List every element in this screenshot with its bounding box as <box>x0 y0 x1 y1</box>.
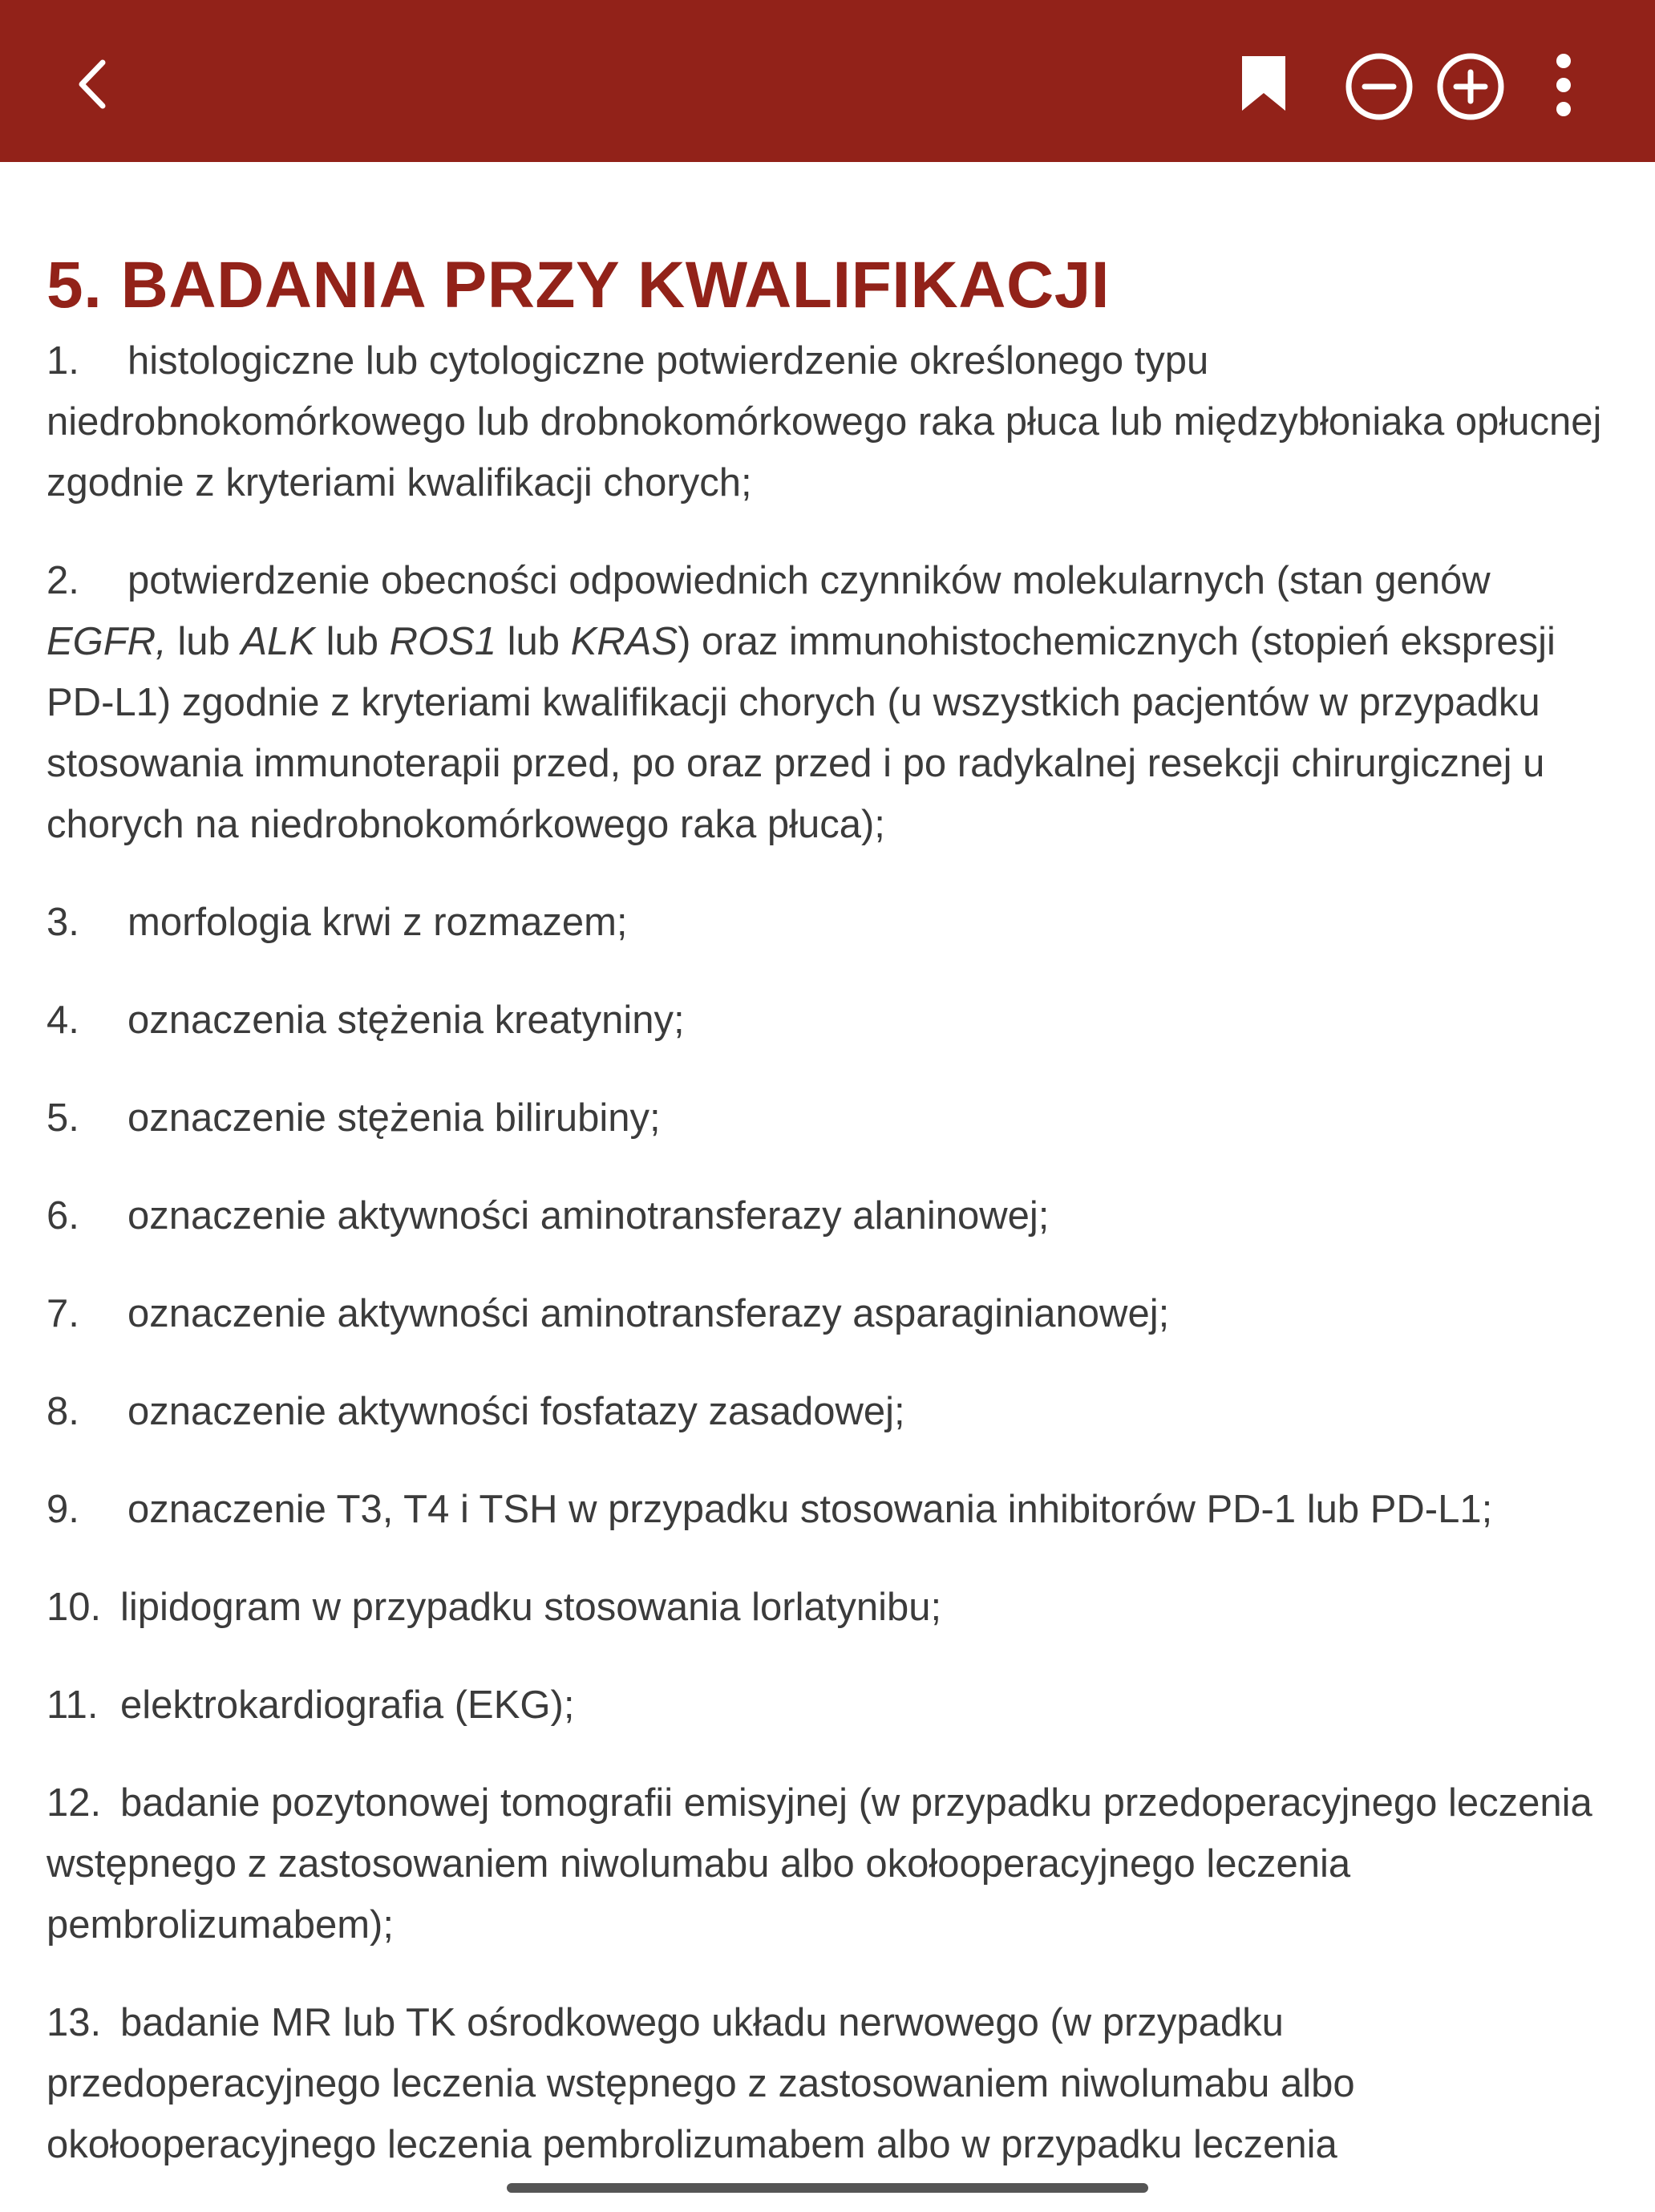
zoom-out-icon[interactable] <box>1344 51 1414 122</box>
item-number: 4. <box>47 999 79 1042</box>
item-text: oznaczenie aktywności fosfatazy zasadowej; <box>127 1390 905 1433</box>
list-item <box>47 990 1610 1051</box>
item-text: elektrokardiografia (EKG); <box>120 1683 575 1727</box>
bookmark-icon[interactable] <box>1239 53 1289 114</box>
list-item <box>47 1088 1610 1149</box>
item-number: 6. <box>47 1194 79 1238</box>
item-text: oznaczenie T3, T4 i TSH w przypadku stosowania inhibitorów PD-1 lub PD-L1; <box>127 1488 1493 1531</box>
back-arrow-icon[interactable] <box>72 56 112 112</box>
list-item <box>47 550 1610 855</box>
gene-name: ROS1 <box>389 620 497 663</box>
item-text: badanie MR lub TK ośrodkowego układu nerwowego (w przypadku przedoperacyjnego leczenia wstępnego z zastosowaniem niwolumabu albo okołooperacyjnego leczenia pembrolizumabem albo w przypadku leczenia <box>47 2001 1355 2166</box>
item-text: oznaczenie aktywności aminotransferazy alaninowej; <box>127 1194 1050 1238</box>
item-number: 7. <box>47 1292 79 1335</box>
list-item <box>47 1185 1610 1246</box>
item-text: badanie pozytonowej tomografii emisyjnej (w przypadku przedoperacyjnego leczenia wstępnego z zastosowaniem niwolumabu albo okołooperacyjnego leczenia pembrolizumabem); <box>47 1781 1592 1947</box>
list-item <box>47 1577 1610 1638</box>
list-item <box>47 1479 1610 1540</box>
list-item <box>47 892 1610 953</box>
item-number: 2. <box>47 559 79 602</box>
item-text: lipidogram w przypadku stosowania lorlatynibu; <box>120 1586 942 1629</box>
item-text: oznaczenie stężenia bilirubiny; <box>127 1096 661 1140</box>
list-item <box>47 1283 1610 1344</box>
list-item <box>47 1772 1610 1955</box>
item-number: 13. <box>47 2001 102 2044</box>
item-text: potwierdzenie obecności odpowiednich czynników molekularnych (stan genów <box>127 559 1491 602</box>
item-text: lub <box>496 620 571 663</box>
gene-name: KRAS <box>570 620 678 663</box>
item-text: morfologia krwi z rozmazem; <box>127 901 628 944</box>
item-text: oznaczenie aktywności aminotransferazy asparaginianowej; <box>127 1292 1170 1335</box>
section-heading: 5. BADANIA PRZY KWALIFIKACJI <box>47 249 1111 322</box>
item-text: histologiczne lub cytologiczne potwierdzenie określonego typu niedrobnokomórkowego lub drobnokomórkowego raka płuca lub międzybłoniaka opłucnej zgodnie z kryteriami kwalifikacji chorych; <box>47 339 1602 504</box>
item-text: oznaczenia stężenia kreatyniny; <box>127 999 685 1042</box>
item-number: 10. <box>47 1586 102 1629</box>
list-item <box>47 1381 1610 1442</box>
item-number: 5. <box>47 1096 79 1140</box>
list-item <box>47 1992 1610 2175</box>
item-number: 11. <box>47 1683 99 1727</box>
list-item <box>47 330 1610 513</box>
home-indicator[interactable] <box>507 2183 1148 2193</box>
document-content <box>47 241 1610 2212</box>
item-number: 1. <box>47 339 79 383</box>
zoom-in-icon[interactable] <box>1435 51 1506 122</box>
gene-name: ALK <box>241 620 315 663</box>
item-number: 12. <box>47 1781 102 1825</box>
examination-list <box>47 330 1610 2175</box>
item-text: lub <box>314 620 390 663</box>
more-vert-icon[interactable] <box>1548 53 1580 117</box>
item-number: 3. <box>47 901 79 944</box>
item-text: ) oraz immunohistochemicznych (stopień ekspresji PD-L1) zgodnie z kryteriami kwalifikacji chorych (u wszystkich pacjentów w przypadku stosowania immunoterapii przed, po oraz przed i po radykalnej resekcji chirurgicznej u chorych na niedrobnokomórkowego raka płuca); <box>47 620 1556 846</box>
item-text: lub <box>166 620 241 663</box>
item-number: 9. <box>47 1488 79 1531</box>
gene-name: EGFR, <box>47 620 167 663</box>
app-bar <box>0 0 1655 162</box>
list-item <box>47 1675 1610 1736</box>
item-number: 8. <box>47 1390 79 1433</box>
